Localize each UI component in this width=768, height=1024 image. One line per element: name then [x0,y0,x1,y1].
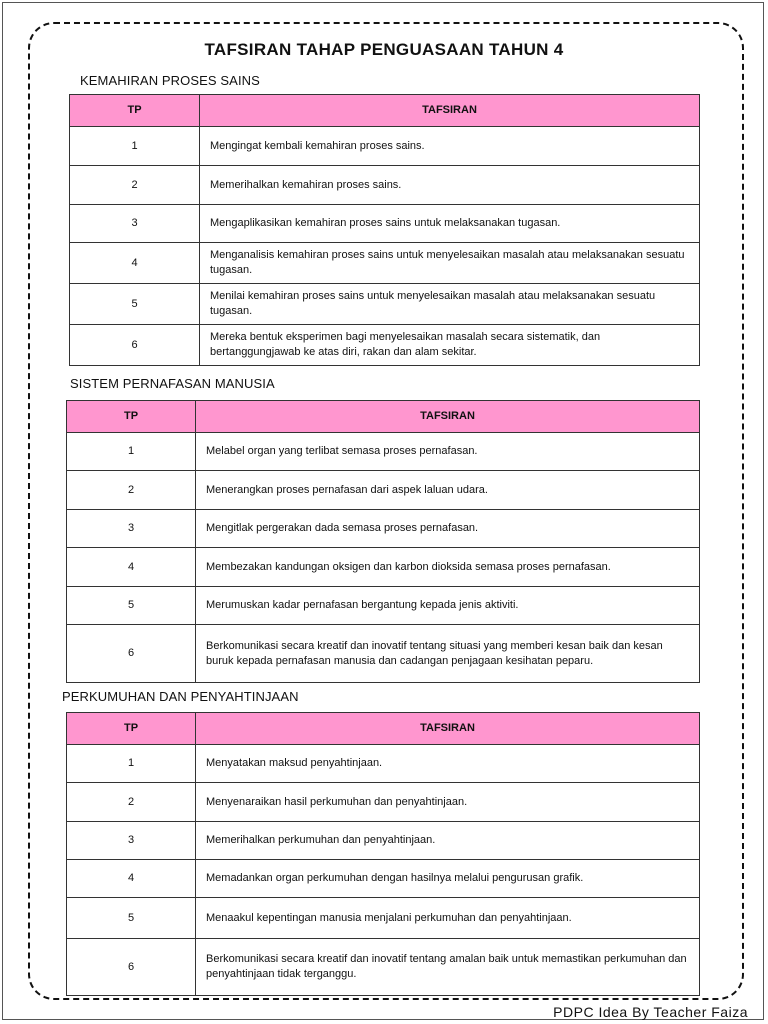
tafsiran-text: Menganalisis kemahiran proses sains untuk menyelesaikan masalah atau melaksanakan sesuatu tugasan. [200,243,700,284]
table-row [67,860,700,898]
tafsiran-text: Mereka bentuk eksperimen bagi menyelesaikan masalah secara sistematik, dan bertanggungjawab ke atas diri, rakan dan alam sekitar. [200,325,700,366]
tp-level: 6 [67,939,196,996]
header-tafsiran: TAFSIRAN [196,713,700,745]
table-row [70,284,700,325]
tafsiran-text: Membezakan kandungan oksigen dan karbon dioksida semasa proses pernafasan. [196,548,700,587]
table-row [67,822,700,860]
header-tp: TP [67,401,196,433]
table-row [67,745,700,783]
tp-level: 4 [67,548,196,587]
tafsiran-text: Menilai kemahiran proses sains untuk menyelesaikan masalah atau melaksanakan sesuatu tugasan. [200,284,700,325]
tafsiran-text: Menyatakan maksud penyahtinjaan. [196,745,700,783]
table-row [67,625,700,683]
tp-level: 4 [70,243,200,284]
tafsiran-text: Memadankan organ perkumuhan dengan hasilnya melalui pengurusan grafik. [196,860,700,898]
tafsiran-text: Mengaplikasikan kemahiran proses sains untuk melaksanakan tugasan. [200,205,700,243]
tafsiran-text: Berkomunikasi secara kreatif dan inovatif tentang amalan baik untuk memastikan perkumuhan dan penyahtinjaan tidak terganggu. [196,939,700,996]
tp-level: 4 [67,860,196,898]
tp-level: 2 [67,783,196,822]
table-row [67,510,700,548]
table-pernafasan [66,400,700,683]
table-header-row [67,401,700,433]
tp-level: 3 [67,822,196,860]
table-kemahiran [69,94,700,366]
section-title-pernafasan: SISTEM PERNAFASAN MANUSIA [70,376,275,391]
tp-level: 6 [67,625,196,683]
tp-level: 1 [67,433,196,471]
section-title-perkumuhan: PERKUMUHAN DAN PENYAHTINJAAN [62,689,299,704]
tp-level: 2 [67,471,196,510]
tafsiran-text: Merumuskan kadar pernafasan bergantung kepada jenis aktiviti. [196,587,700,625]
tp-level: 1 [67,745,196,783]
tafsiran-text: Memerihalkan perkumuhan dan penyahtinjaan. [196,822,700,860]
table-row [67,898,700,939]
tafsiran-text: Memerihalkan kemahiran proses sains. [200,166,700,205]
tafsiran-text: Menyenaraikan hasil perkumuhan dan penyahtinjaan. [196,783,700,822]
table-row [67,471,700,510]
table-header-row [70,95,700,127]
header-tafsiran: TAFSIRAN [200,95,700,127]
tp-level: 5 [70,284,200,325]
page-title: TAFSIRAN TAHAP PENGUASAAN TAHUN 4 [204,40,564,59]
table-row [67,783,700,822]
tp-level: 6 [70,325,200,366]
table-header-row [67,713,700,745]
tafsiran-text: Melabel organ yang terlibat semasa proses pernafasan. [196,433,700,471]
header-tafsiran: TAFSIRAN [196,401,700,433]
tafsiran-text: Menaakul kepentingan manusia menjalani perkumuhan dan penyahtinjaan. [196,898,700,939]
tp-level: 5 [67,898,196,939]
table-row [70,205,700,243]
tafsiran-text: Mengingat kembali kemahiran proses sains. [200,127,700,166]
tp-level: 1 [70,127,200,166]
table-row [70,127,700,166]
footer-credit: PDPC Idea By Teacher Faiza [553,1004,748,1020]
tp-level: 5 [67,587,196,625]
tp-level: 2 [70,166,200,205]
header-tp: TP [67,713,196,745]
table-row [70,243,700,284]
table-perkumuhan [66,712,700,996]
section-title-kemahiran: KEMAHIRAN PROSES SAINS [80,73,260,88]
table-row [70,325,700,366]
tafsiran-text: Menerangkan proses pernafasan dari aspek laluan udara. [196,471,700,510]
table-row [67,433,700,471]
table-row [67,548,700,587]
tafsiran-text: Berkomunikasi secara kreatif dan inovatif tentang situasi yang memberi kesan baik dan kesan buruk kepada pernafasan manusia dan cadangan penjagaan kesihatan peparu. [196,625,700,683]
tp-level: 3 [70,205,200,243]
tafsiran-text: Mengitlak pergerakan dada semasa proses pernafasan. [196,510,700,548]
tp-level: 3 [67,510,196,548]
table-row [67,587,700,625]
header-tp: TP [70,95,200,127]
table-row [67,939,700,996]
table-row [70,166,700,205]
